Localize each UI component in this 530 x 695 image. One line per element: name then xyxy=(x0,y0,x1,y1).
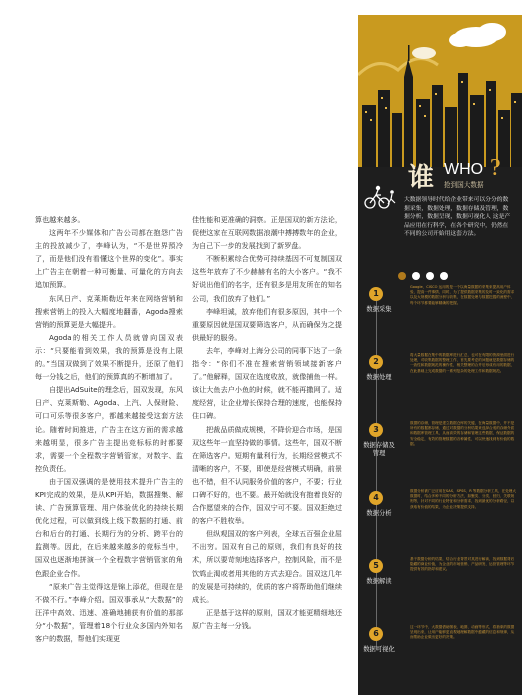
step-label: 数据分析 xyxy=(366,510,392,517)
step-description: 这一环节中，大数据借助图表、地图、动画等形式，将抽象的数据呈现出来，让用户能够更直观地理解数据中蕴藏的信息和规律，从而帮助企业做出更好的决策。 xyxy=(410,625,515,640)
step-number-badge: 1 xyxy=(369,287,383,301)
step-description: 将大量数据在集中的数据库进行汇总，也可在有限的资源里面进行处理，对收集数据的整理工作，首先要考虑的问题就是数据存储的一致性和数据规范的操作性，相关整理的合并后形成有用的数据，在此基础上完成数据的一系列复杂的处理工作和数据规范。 xyxy=(410,353,515,373)
article-paragraph: 东风日产、克莱斯勒近年来在网络营销和搜索营销上的投入大幅度地翻番，Agoda搜索营销的预算更是大幅提升。 xyxy=(35,293,183,329)
step-item xyxy=(358,625,522,685)
article-paragraph: 算也越来越多。 xyxy=(35,215,85,224)
article-paragraph: 这两年不少媒体和广告公司都在抱怨广告主的投放减少了，李峰认为，“不是世界預冷了，而是他们没有看懂这个世界的变化”。事实上广告主在朝着一种可衡量、可量化的方向去追加预算。 xyxy=(35,228,183,290)
step-description: 数据分析被广泛应用在SAS、SPSS、R 等数据分析工具，在处理大数据时，结合多种不同的分析方法，如聚类、分类、回归、关联规则等，针对不同的行业特征和分析需求，找到最优的分析路径，以获取有价值的结果，为企业决策提供支持。 xyxy=(410,489,516,509)
step-item xyxy=(358,557,522,617)
brand-who: WHO xyxy=(444,161,484,178)
step-number-badge: 3 xyxy=(369,423,383,437)
article-paragraph: 李峰坦诚，放弃他们有很多原因，其中一个重要原因就是国双要筛选客户，从而确保为之提供最好的服务。 xyxy=(192,306,342,342)
article-paragraph: “原来广告主觉得这是锦上添花，但现在是不做不行。”李峰介绍。国双事承从“大数据”的汪洋中高效、迅速、准确地捕获有价值的那部分“小数据”，管理着18个行业众多国内外知名客户的数据，帮他们实现更 xyxy=(35,581,183,643)
carousel-dot[interactable] xyxy=(426,272,434,280)
step-number-badge: 6 xyxy=(369,627,383,641)
step-item xyxy=(358,285,522,345)
brand-subtitle: 抢到国大数据 xyxy=(444,181,484,189)
article-paragraph: 去年，李峰对上海分公司的同事下达了一条指令：“你们不准在搜索营销领域接新客户了。”他解释，国双在选度收放，就像捕鱼一样。该让大鱼去户小鱼的时候，就不能再撒网了。适度经营，让企业增长保持合理的速度，也能保持住口碑。 xyxy=(192,345,342,421)
article-column-2 xyxy=(192,213,342,632)
step-item xyxy=(358,421,522,481)
step-label: 数据解读 xyxy=(366,578,392,585)
carousel-dot[interactable] xyxy=(398,272,406,280)
step-label: 数据存储及管理 xyxy=(363,442,395,457)
brand-big-char: 谁 xyxy=(408,163,435,193)
skyline-icon xyxy=(358,15,522,167)
step-number-badge: 2 xyxy=(369,355,383,369)
cyclist-icon xyxy=(364,183,400,209)
article-paragraph: 佳性能和更准确的洞察。正是国双的新方法论，促使这家在互联网数据浪潮中搏搏数年的企业，为自己下一步的发展找到了新罗盘。 xyxy=(192,215,342,251)
sidebar-intro-text: 大数据领导时代给企业带来可以分分的数据采集，数据处理，数据存储及管理，数据分析，数据呈现，数据可视化人 这是产品应用在行科学，在各个研究中，仍然在不同的公司开始用这套方法。 xyxy=(404,197,511,238)
brand-title xyxy=(408,157,518,197)
infographic-sidebar xyxy=(358,15,522,695)
article-paragraph: 但纵观国双的客户列表，全球五百强企业屈不出穷。国双有自己的原则，我们有良好的技术，所以要苛刻地选择客户，控制风险，而不是饮鸩止渴或者用其他的方式去迎合。国双这几年的发展是可持续的，优质的客户将帮助他们继续成长。 xyxy=(192,529,342,604)
carousel-dots xyxy=(398,265,454,275)
brand-question-mark: ? xyxy=(490,155,501,181)
step-description: 数据的存储，管理是建立数据仓库的关键，在海量数据中，并不是所有的数据都存储，通过对数据的分析结果来选择合适的存储介质和数据库管理工具，从而高效的存储和管理这些数据，保证数据的安全稳定，有效的管理数据的各种属性，可以快速找到有价值的数据。 xyxy=(410,421,515,446)
article-paragraph: 不断积累综合优势可持续基因不可复制国双这些年放弃了不少赫赫有名的大小客户。“我不好说出他们的名字，还有很多是用友所在的知名公司，我们放弃了他们。” xyxy=(192,254,342,303)
step-item xyxy=(358,353,522,413)
step-item xyxy=(358,489,522,549)
article-paragraph: Agoda的相关工作人员就曾向国双表示：“只要能看到效果，我的预算是没有上限的。”当国双做到了效果不断提升，还原了他们每一分钱之后，他们的预算真的不断增加了。 xyxy=(35,332,183,382)
carousel-dot[interactable] xyxy=(412,272,420,280)
step-description: 基于数据分析的结果，结合行业背景对其进行解读，找到数据背后隐藏的商业价值，为企业的市场营销、产品研发、运营管理等环节提供有效的指导和建议。 xyxy=(410,557,515,572)
carousel-dot[interactable] xyxy=(440,272,448,280)
article-paragraph: 正是基于这样的原则，国双才能更精细地还原广告主每一分钱。 xyxy=(192,607,342,630)
city-skyline-illustration xyxy=(358,15,522,167)
article-paragraph: 把裁品质做成规模，不降价迎合市场，是国双这些年一直坚持做的事情。这些年，国双不断在筛选客户。短期有量利行为，长期经营模式不清晰的客户，不要，即使是经营模式明确，前景也不错，但不认同服务价值的客户，不要；行业口碑不好的，也不要。最开始就没有抱着良好的合作愿望来的合作，国双宁可不要。国双拒绝过的客户不胜枚举。 xyxy=(192,424,342,526)
step-label: 数据处理 xyxy=(366,374,392,381)
article-column-1 xyxy=(35,213,183,645)
step-number-badge: 5 xyxy=(369,559,383,573)
step-label: 数据采集 xyxy=(366,306,392,313)
step-label: 数据可视化 xyxy=(363,646,395,653)
article-paragraph: 自提出AdSuite的理念后，国双发现，东风日产、克莱斯勒、Agoda、上汽、人保财险、可口可乐等很多客户，都越来越接受这套方法论。随着时间推进，广告主在这方面的需求越来越明显，很多广告主提出竞标标的时都要求，需要一个全程数字营销管家，对数字、监控负责任。 xyxy=(35,385,183,473)
step-description: Google、CISCO 运用的是一个以海量数据的采集来提高用户体验，提高一件事情，同时，为了提供数据采集的及时一致化的需求以及大规模的数据分析与收集，在数据处理与数据挖掘的流程中，每个环节都要能够精确的把握。 xyxy=(410,285,515,305)
step-number-badge: 4 xyxy=(369,491,383,505)
article-paragraph: 由于国双强调的是使用技术提升广告主的KPI完成的效果，是从KPI开始，数据搜集、解读、广告预算管理、用户体验优化的持续长期优化过程，可以做到线上线下数据的打通、前台和后台的打通、长期行为的分析、跨平台的监测等。因此，在后来越来越多的竞标当中，国双也逐渐地拼演一个全程数字营销管家的角色跟企业合作。 xyxy=(35,476,183,578)
